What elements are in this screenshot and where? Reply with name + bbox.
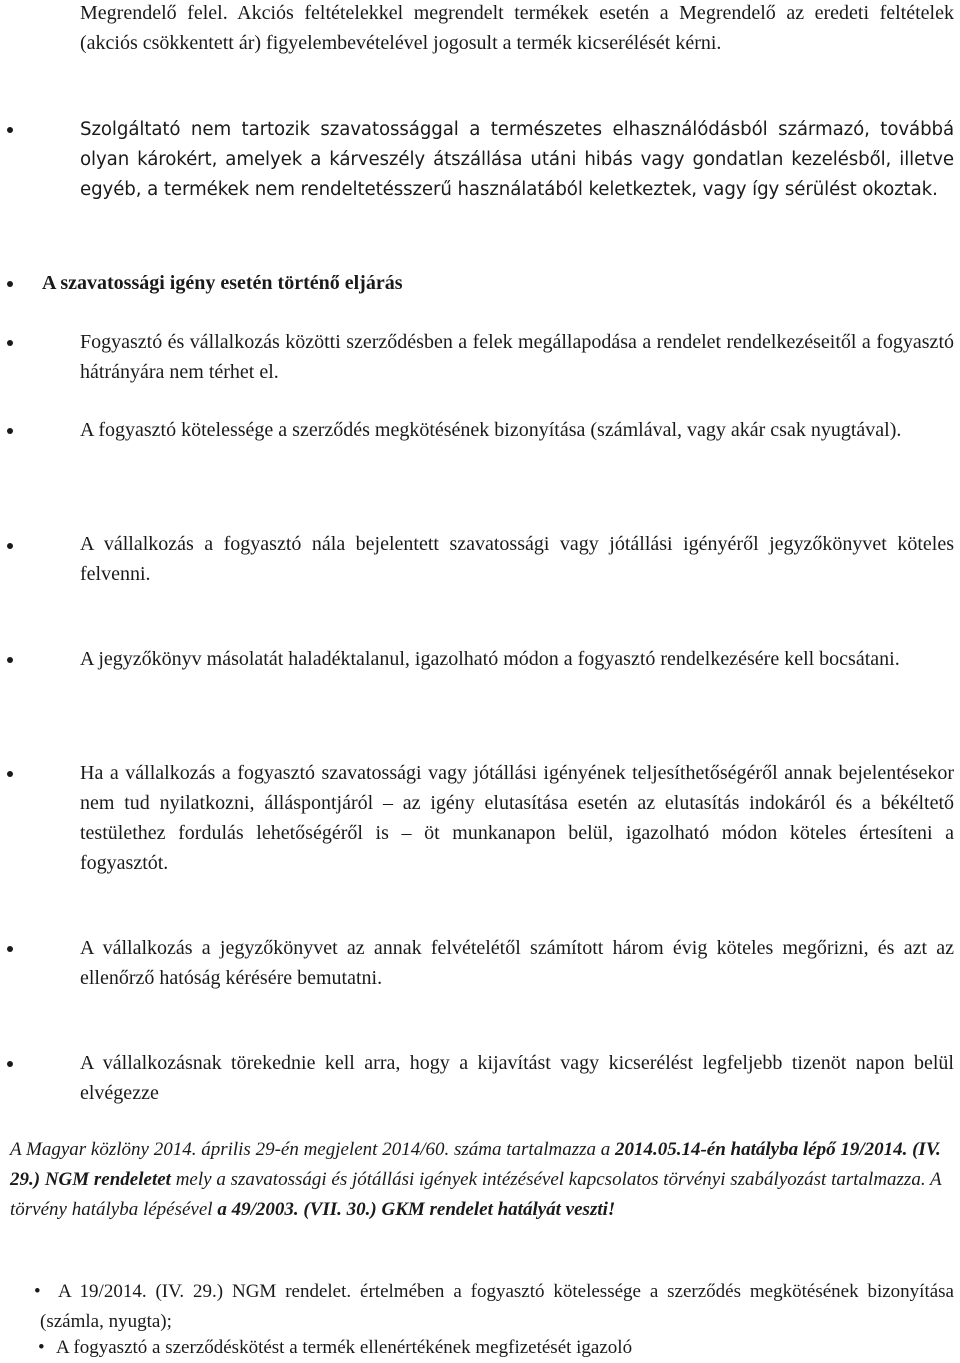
legal-notice	[10, 1135, 954, 1225]
paragraph-proof: A fogyasztó kötelessége a szerződés megkötésének bizonyítása (számlával, vagy akár csak nyugtával).	[80, 419, 902, 441]
bullet-marker: •	[34, 1281, 41, 1302]
bullet-icon	[7, 340, 13, 346]
section-heading: A szavatossági igény esetén történő eljárás	[42, 272, 403, 294]
paragraph-intro: Megrendelő felel. Akciós feltételekkel megrendelt termékek esetén a Megrendelő az eredeti feltételek (akciós csökkentett ár) figyelembevételével jogosult a termék kicserélését kérni.	[80, 2, 954, 54]
notice-bold-2: a 49/2003. (VII. 30.) GKM rendelet hatályát veszti!	[217, 1199, 616, 1220]
bullet-icon	[7, 543, 13, 549]
list-item	[40, 1333, 954, 1363]
notice-text-2: mely a szavatossági és jótállási igények intézésével kapcsolatos törvényi szabályozást tartalmazza. A törvény hatályba lépésével	[10, 1169, 942, 1220]
bullet-marker: •	[38, 1337, 45, 1358]
list-item	[34, 1277, 954, 1337]
bullet-icon	[7, 771, 13, 777]
notice-text-1: A Magyar közlöny 2014. április 29-én megjelent 2014/60. száma tartalmazza a	[10, 1139, 615, 1160]
bullet-icon	[7, 946, 13, 952]
list-item-text: A fogyasztó a szerződéskötést a termék ellenértékének megfizetését igazoló	[56, 1337, 633, 1358]
bullet-icon	[7, 428, 13, 434]
bullet-icon	[7, 657, 13, 663]
bullet-icon	[7, 1061, 13, 1067]
paragraph-warranty-exclusion: Szolgáltató nem tartozik szavatossággal a természetes elhasználódásból származó, továbbá olyan károkért, amelyek a kárveszély átszállása utáni hibás vagy gondatlan kezelésből, illetve egyéb, a termékek nem rendeltetésszerű használatából keletkeztek, vagy így sérülést okoztak.	[80, 119, 954, 200]
paragraph-retention: A vállalkozás a jegyzőkönyvet az annak felvételétől számított három évig köteles megőrizni, és azt az ellenőrző hatóság kérésére bemutatni.	[80, 937, 954, 989]
bullet-icon	[7, 281, 13, 287]
list-item-text: A 19/2014. (IV. 29.) NGM rendelet. értelmében a fogyasztó kötelessége a szerződés megkötésének bizonyítása (számla, nyugta);	[40, 1281, 954, 1332]
paragraph-agreement: Fogyasztó és vállalkozás közötti szerződésben a felek megállapodása a rendelet rendelkezéseitől a fogyasztó hátrányára nem térhet el.	[80, 331, 954, 383]
notice-bold-1: 2014.05.14-én hatályba lépő 19/2014. (IV. 29.) NGM rendeletet	[10, 1139, 941, 1190]
paragraph-record: A vállalkozás a fogyasztó nála bejelentett szavatossági vagy jótállási igényéről jegyzőkönyvet köteles felvenni.	[80, 533, 954, 585]
paragraph-copy: A jegyzőkönyv másolatát haladéktalanul, igazolható módon a fogyasztó rendelkezésére kell bocsátani.	[80, 648, 900, 670]
paragraph-notification: Ha a vállalkozás a fogyasztó szavatossági vagy jótállási igényének teljesíthetőségéről annak bejelentésekor nem tud nyilatkozni, álláspontjáról – az igény elutasítása esetén az elutasítás indokáról és a békéltető testülethez fordulás lehetőségéről is – öt munkanapon belül, igazolható módon köteles értesíteni a fogyasztót.	[80, 762, 954, 874]
paragraph-repair-deadline: A vállalkozásnak törekednie kell arra, hogy a kijavítást vagy kicserélést legfeljebb tizenöt napon belül elvégezze	[80, 1052, 954, 1104]
bullet-icon	[7, 127, 13, 133]
